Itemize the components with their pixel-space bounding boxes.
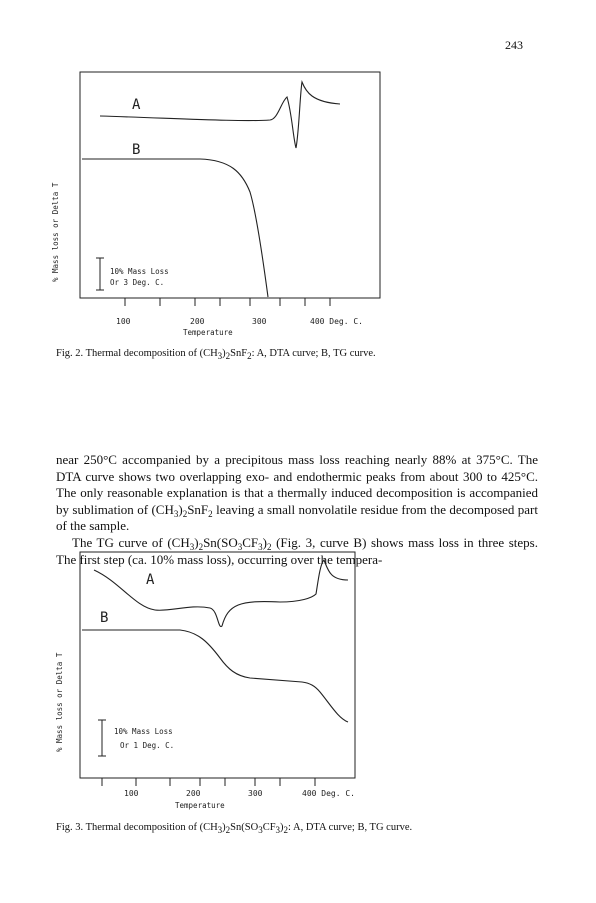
scale-bar-label-2: Or 1 Deg. C. (120, 741, 175, 750)
scale-bar-label-1: 10% Mass Loss (114, 727, 173, 736)
figure-3-svg (55, 552, 380, 810)
y-axis-label: % Mass loss or Delta T (55, 652, 64, 752)
x-tick-label: 200 (186, 789, 201, 798)
dta-curve-a (100, 82, 340, 148)
figure-2-plot (51, 72, 380, 337)
x-tick-label: 200 (190, 317, 205, 326)
x-tick-label: 100 (116, 317, 131, 326)
x-tick-label: 100 (124, 789, 139, 798)
scale-bar-label-1: 10% Mass Loss (110, 267, 169, 276)
x-tick-label: 300 (248, 789, 263, 798)
curve-label-a: A (132, 97, 141, 113)
x-tick-marks (125, 298, 330, 306)
tg-curve-b (82, 630, 348, 722)
paragraph-1: near 250°C accompanied by a precipitous mass loss reaching nearly 88% at 375°C. The DTA curve shows two overlapping exo- and endothermic peaks from about 300 to 425°C. The only reasonable explanation is that a thermally induced decomposition is accompanied by sublimation of $(CH_3)_2SnF_2$ leaving a small nonvolatile residue from the decomposed part of the sample. (56, 452, 538, 534)
dta-curve-a (94, 560, 348, 627)
page-number: 243 (505, 38, 523, 52)
x-axis-label: Temperature (183, 328, 233, 337)
x-axis-label: Temperature (175, 801, 225, 810)
x-tick-marks (102, 778, 315, 786)
figure-3-caption: Fig. 3. Thermal decomposition of $(CH_3)_2Sn(SO_3CF_3)_2$: A, DTA curve; B, TG curve. (56, 822, 413, 835)
plot-frame (80, 72, 380, 298)
x-tick-label: 400 Deg. C. (302, 789, 355, 798)
paragraph-2: The TG curve of $(CH_3)_2Sn(SO_3CF_3)_2$ (Fig. 3, curve B) shows mass loss in three steps. The first step (ca. 10% mass loss), occurring over the tempera- (56, 534, 538, 567)
tg-curve-b (82, 159, 268, 297)
x-tick-label: 400 Deg. C. (310, 317, 363, 326)
figure-3-plot (55, 552, 380, 810)
body-text (56, 452, 538, 568)
curve-label-b: B (100, 610, 109, 626)
y-axis-label: % Mass loss or Delta T (51, 182, 60, 282)
x-tick-label: 300 (252, 317, 267, 326)
curve-label-a: A (146, 572, 155, 588)
figure-2-caption: Fig. 2. Thermal decomposition of $(CH_3)_2SnF_2$: A, DTA curve; B, TG curve. (56, 348, 376, 361)
figure-2-svg (51, 72, 380, 337)
curve-label-b: B (132, 142, 141, 158)
scale-bar-label-2: Or 3 Deg. C. (110, 278, 165, 287)
